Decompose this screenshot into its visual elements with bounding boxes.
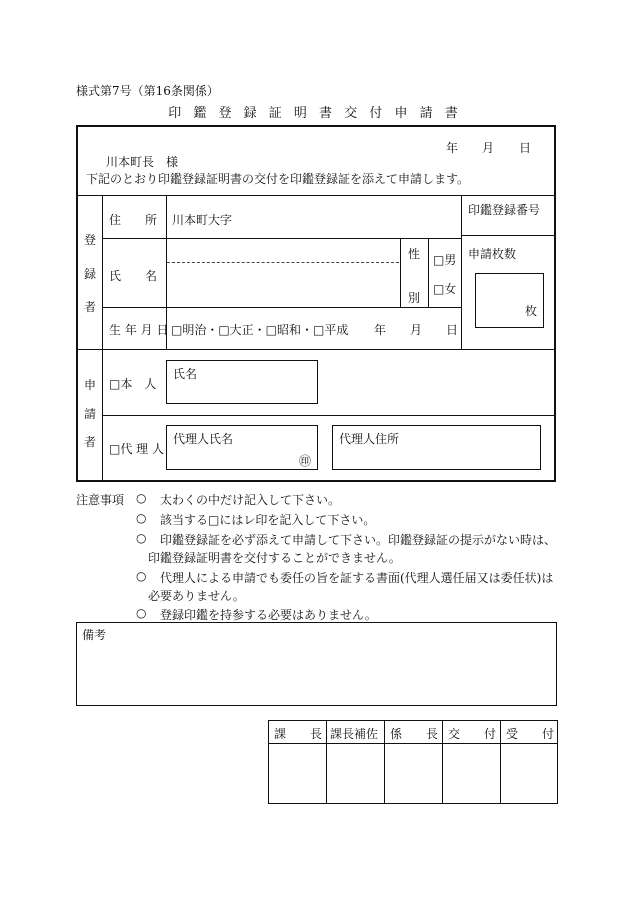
office-header: 係 長 xyxy=(390,727,439,741)
divider xyxy=(102,195,103,482)
divider xyxy=(500,721,501,803)
agent-address-box[interactable] xyxy=(332,425,541,470)
divider xyxy=(78,349,554,350)
agent-checkbox[interactable]: □代 理 人 xyxy=(109,442,164,456)
agent-address-label: 代理人住所 xyxy=(339,432,400,446)
dob-label: 生 年 月 日 xyxy=(109,323,169,337)
date-month-label: 月 xyxy=(482,141,495,155)
divider xyxy=(102,307,461,308)
divider xyxy=(326,721,327,803)
office-stamp-table xyxy=(268,720,558,804)
note-item: 印鑑登録証明書を交付することができません。 xyxy=(148,551,401,565)
divider xyxy=(462,235,554,236)
note-bullet: ○ xyxy=(136,491,147,505)
notes-heading: 注意事項 xyxy=(76,493,125,507)
agent-name-box[interactable] xyxy=(166,425,318,470)
name-field[interactable] xyxy=(167,239,399,306)
divider xyxy=(442,721,443,803)
note-bullet: ○ xyxy=(136,569,147,583)
note-item: 登録印鑑を持参する必要はありません。 xyxy=(160,608,377,622)
note-item: 該当する□にはレ印を記入して下さい。 xyxy=(160,513,376,527)
divider xyxy=(78,195,554,196)
registrant-label: 登 録 者 xyxy=(83,233,96,314)
note-item: 印鑑登録証を必ず添えて申請して下さい。印鑑登録証の提示がない時は、 xyxy=(160,533,557,547)
self-checkbox[interactable]: □本 人 xyxy=(109,377,157,391)
applicant-label: 申 請 者 xyxy=(83,378,96,449)
office-header: 受 付 xyxy=(506,727,555,741)
sex-label: 性 xyxy=(408,247,421,261)
note-item: 必要ありません。 xyxy=(148,589,245,603)
dob-year-label: 年 xyxy=(374,323,387,337)
divider xyxy=(269,743,557,744)
self-name-box[interactable] xyxy=(166,360,318,404)
copies-label: 申請枚数 xyxy=(468,247,517,261)
divider xyxy=(384,721,385,803)
divider xyxy=(428,238,429,307)
sex-label: 別 xyxy=(408,291,421,305)
application-form xyxy=(76,125,556,482)
divider xyxy=(102,415,554,416)
office-header: 課長補佐 xyxy=(330,727,379,741)
note-item: 太わくの中だけ記入して下さい。 xyxy=(160,493,341,507)
note-bullet: ○ xyxy=(136,606,147,620)
note-item: 代理人による申請でも委任の旨を証する書面(代理人選任届又は委任状)は xyxy=(160,571,554,585)
female-checkbox[interactable]: □女 xyxy=(433,282,457,296)
form-number: 様式第7号（第16条関係） xyxy=(76,84,219,98)
form-title: 印 鑑 登 録 証 明 書 交 付 申 請 書 xyxy=(168,106,462,121)
note-bullet: ○ xyxy=(136,531,147,545)
era-checkboxes[interactable]: □明治・□大正・□昭和・□平成 xyxy=(171,323,349,337)
request-text: 下記のとおり印鑑登録証明書の交付を印鑑登録証を添えて申請します。 xyxy=(86,172,470,186)
date-year-label: 年 xyxy=(446,141,459,155)
agent-name-label: 代理人氏名 xyxy=(173,432,234,446)
remarks-box[interactable] xyxy=(76,622,557,706)
copies-unit: 枚 xyxy=(524,304,537,318)
seal-registration-number-label: 印鑑登録番号 xyxy=(468,203,541,217)
note-bullet: ○ xyxy=(136,511,147,525)
addressee: 川本町長 様 xyxy=(106,155,179,169)
remarks-label: 備考 xyxy=(82,628,107,642)
male-checkbox[interactable]: □男 xyxy=(433,253,457,267)
address-label: 住 所 xyxy=(109,213,158,227)
dob-day-label: 日 xyxy=(446,323,459,337)
name-label: 氏 名 xyxy=(109,269,158,283)
self-name-label: 氏名 xyxy=(173,367,198,381)
office-header: 交 付 xyxy=(448,727,497,741)
address-field[interactable]: 川本町大字 xyxy=(172,213,233,227)
divider xyxy=(461,195,462,349)
date-day-label: 日 xyxy=(519,141,532,155)
office-header: 課 長 xyxy=(274,727,323,741)
divider xyxy=(400,238,401,307)
dob-month-label: 月 xyxy=(410,323,423,337)
seal-mark: ㊞ xyxy=(298,454,311,468)
copies-field[interactable] xyxy=(475,273,544,328)
